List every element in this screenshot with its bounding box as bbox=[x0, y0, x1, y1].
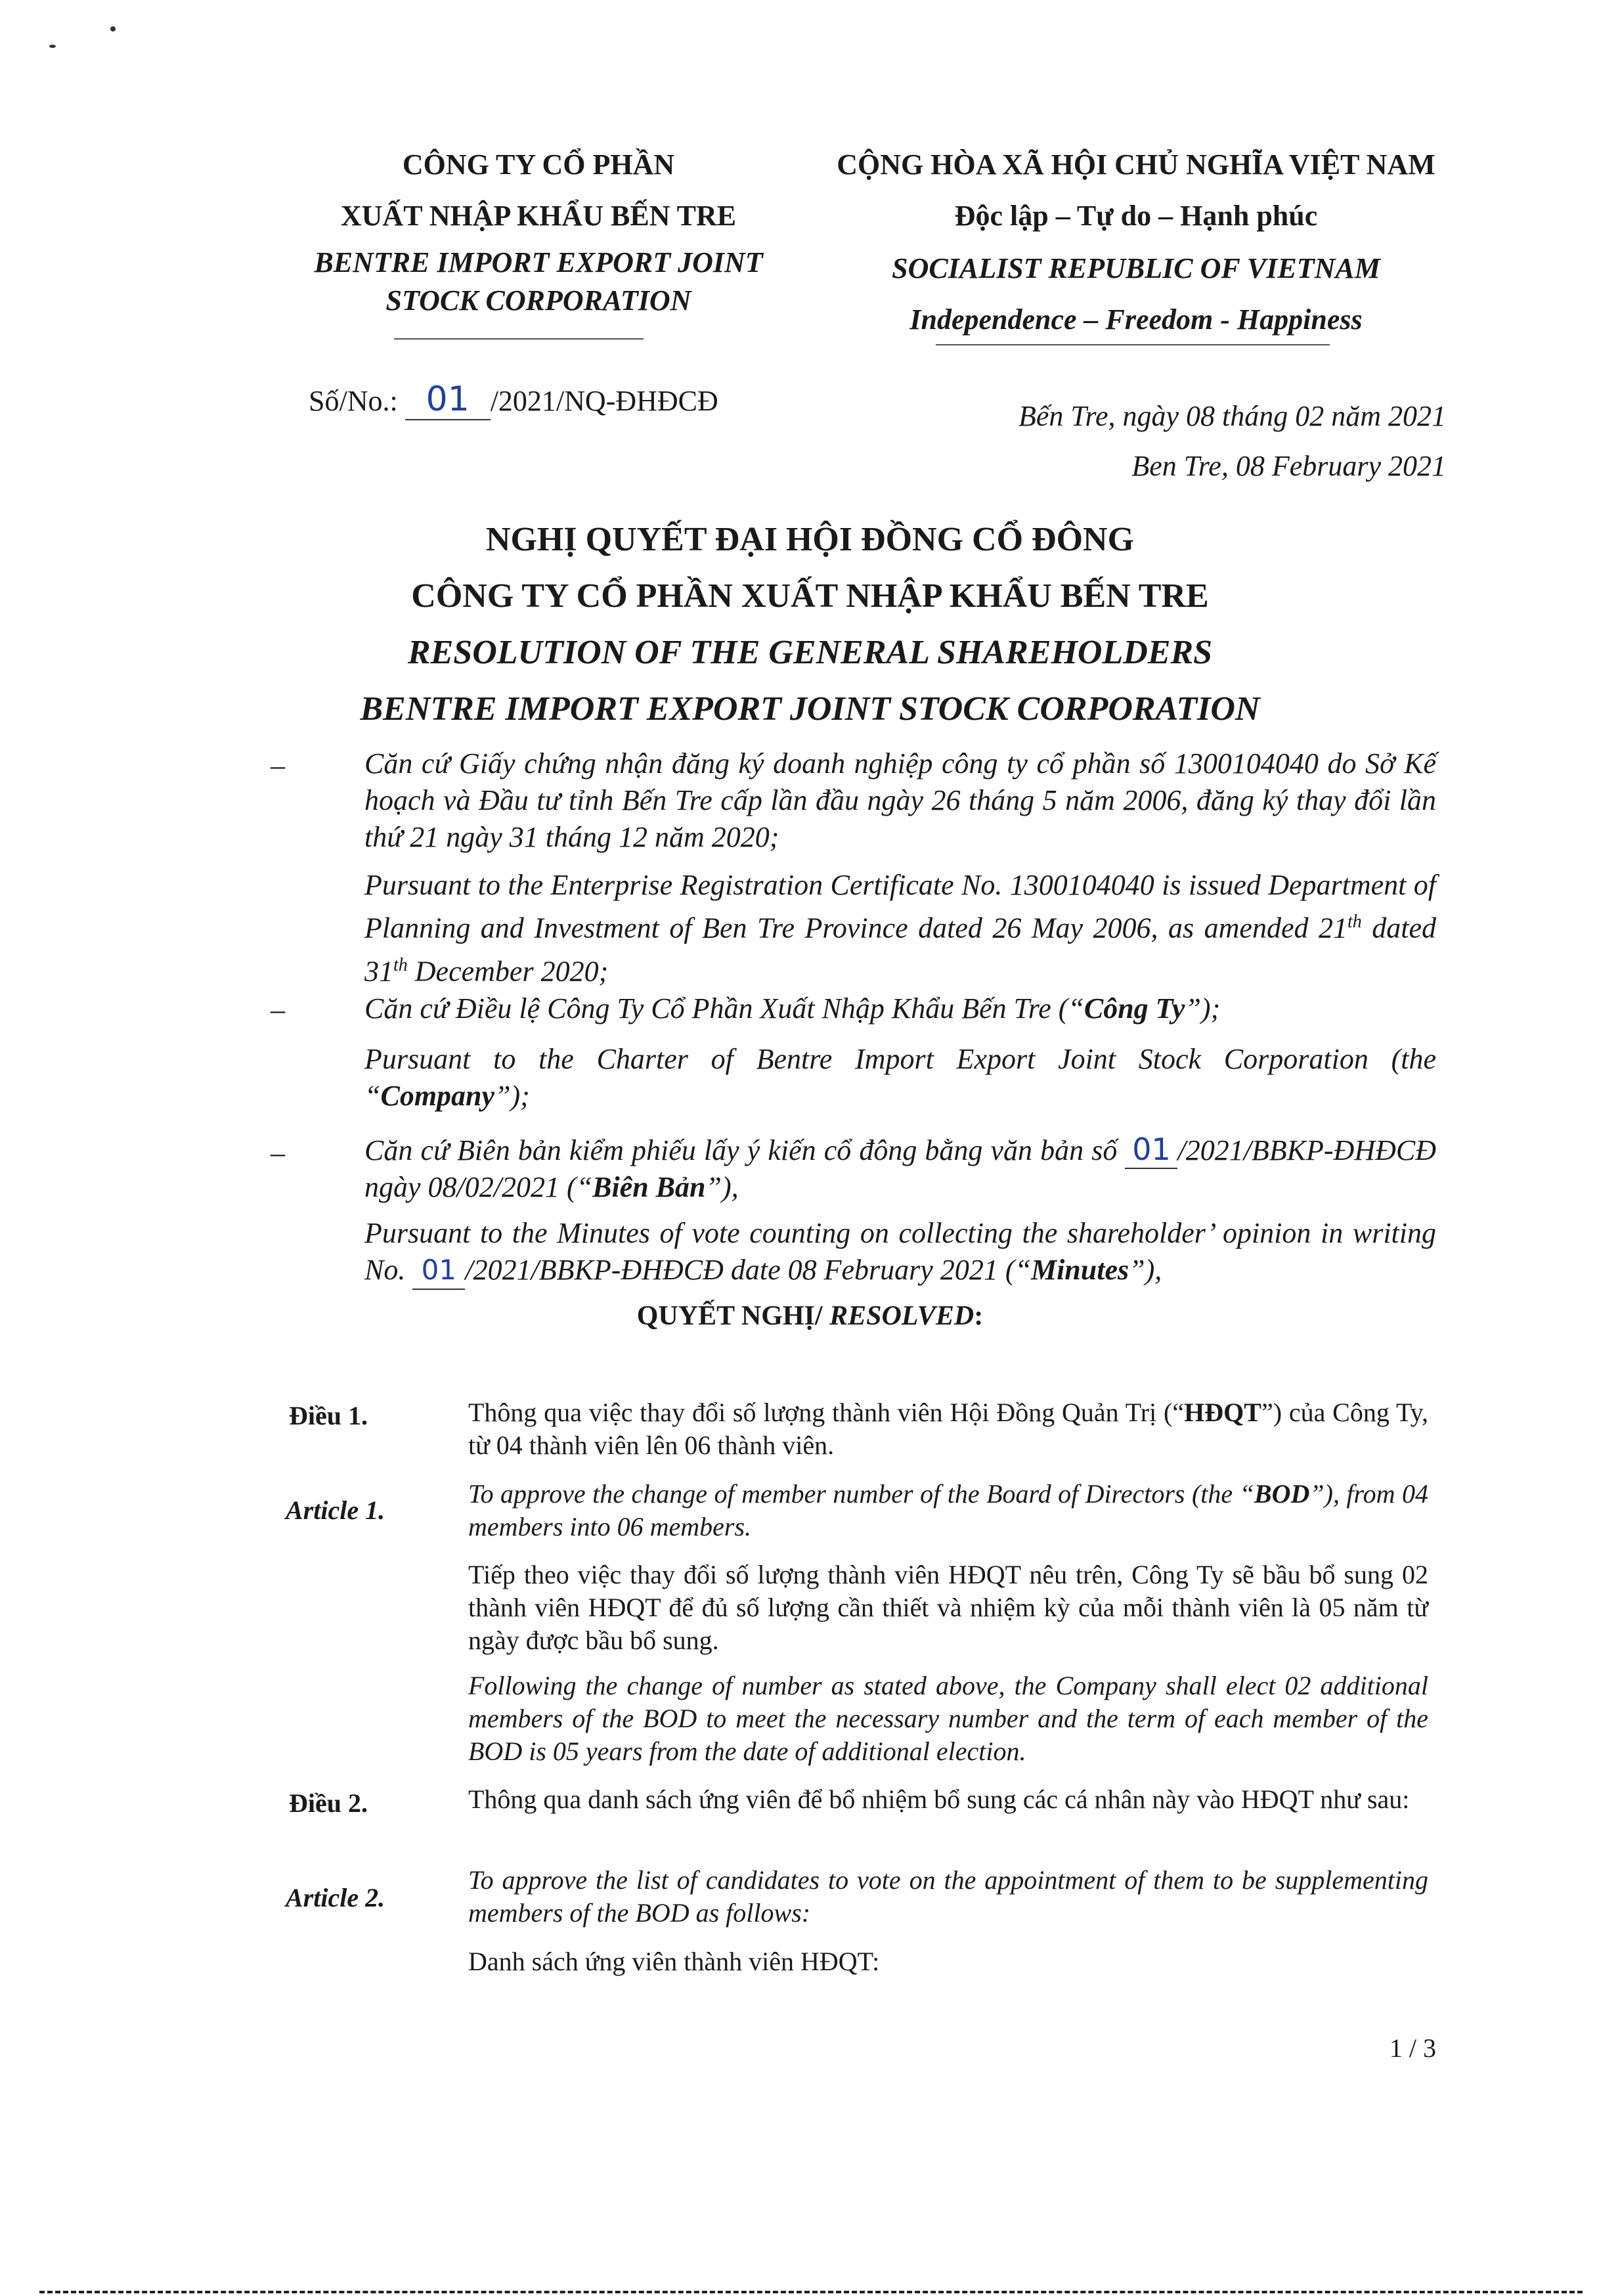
company-term-en: Company bbox=[380, 1080, 495, 1112]
company-name-vi: CÔNG TY CỔ PHẦN bbox=[402, 148, 675, 181]
article-1-en-text-2: ”), from 04 members into 06 members. bbox=[468, 1479, 1428, 1541]
pursuant-2-en-close: ”); bbox=[494, 1080, 530, 1112]
bullet-dash: – bbox=[271, 1137, 285, 1169]
superscript: th bbox=[1347, 912, 1362, 932]
pursuant-3-en bbox=[364, 1215, 1436, 1290]
article-1-label-en: Article 1. bbox=[286, 1495, 385, 1525]
article-2-vi: Thông qua danh sách ứng viên để bổ nhiệm bổ sung các cá nhân này vào HĐQT như sau: bbox=[468, 1784, 1410, 1814]
resolved-vi: QUYẾT NGHỊ/ bbox=[636, 1301, 823, 1331]
motto-en: Independence – Freedom - Happiness bbox=[909, 303, 1363, 336]
country-name-en: SOCIALIST REPUBLIC OF VIETNAM bbox=[892, 252, 1380, 284]
resolution-title-en-2: BENTRE IMPORT EXPORT JOINT STOCK CORPORATION bbox=[360, 690, 1260, 728]
country-name-vi: CỘNG HÒA XÃ HỘI CHỦ NGHĨA VIỆT NAM bbox=[837, 148, 1435, 181]
pursuant-2-en-text: Pursuant to the Charter of Bentre Import Export Joint Stock Corporation (the “ bbox=[364, 1043, 1436, 1112]
bullet-dash: – bbox=[271, 994, 285, 1026]
bod-term-en: BOD bbox=[1254, 1479, 1310, 1509]
resolved-heading bbox=[0, 1300, 1620, 1332]
company-name-en-2: STOCK CORPORATION bbox=[385, 284, 691, 317]
date-vi: Bến Tre, ngày 08 tháng 02 năm 2021 bbox=[1018, 400, 1446, 432]
minutes-number-handwritten-en: 01 bbox=[412, 1252, 465, 1290]
pursuant-1-en-text-2: dated 31 bbox=[364, 912, 1436, 988]
article-1-en bbox=[468, 1478, 1428, 1543]
resolved-colon: : bbox=[974, 1301, 984, 1331]
article-2-label-vi: Điều 2. bbox=[289, 1788, 368, 1818]
minutes-term-vi: Biên Bản bbox=[592, 1171, 706, 1203]
article-1-follow-vi: Tiếp theo việc thay đổi số lượng thành viên HĐQT nêu trên, Công Ty sẽ bầu bổ sung 02 thành viên HĐQT để đủ số lượng cần thiết và nhiệm kỳ của mỗi thành viên là 05 năm từ ngày được bầu bổ sung. bbox=[468, 1560, 1428, 1655]
scan-bottom-edge bbox=[39, 2291, 1583, 2296]
date-en: Ben Tre, 08 February 2021 bbox=[1131, 450, 1446, 482]
pursuant-3-vi-text: Căn cứ Biên bản kiểm phiếu lấy ý kiến cổ đông bằng văn bản số bbox=[364, 1134, 1118, 1166]
bod-term-vi: HĐQT bbox=[1184, 1398, 1261, 1427]
article-1-en-text: To approve the change of member number of the Board of Directors (the “ bbox=[468, 1479, 1254, 1509]
page-number: 1 / 3 bbox=[1389, 2033, 1436, 2063]
pursuant-1-vi: Căn cứ Giấy chứng nhận đăng ký doanh nghiệp công ty cổ phần số 1300104040 do Sở Kế hoạch và Đầu tư tỉnh Bến Tre cấp lần đầu ngày 26 tháng 5 năm 2006, đăng ký thay đổi lần thứ 21 ngày 31 tháng 12 năm 2020; bbox=[364, 747, 1436, 853]
minutes-number-handwritten: 01 bbox=[1125, 1131, 1177, 1169]
header-left-underline bbox=[394, 338, 644, 340]
article-1-vi-text-2: ”) của Công Ty, từ 04 thành viên lên 06 thành viên. bbox=[468, 1398, 1429, 1460]
motto-vi: Độc lập – Tự do – Hạnh phúc bbox=[954, 200, 1318, 232]
superscript: th bbox=[393, 954, 408, 975]
resolution-title-vi-2: CÔNG TY CỔ PHẦN XUẤT NHẬP KHẨU BẾN TRE bbox=[411, 577, 1209, 615]
pursuant-2-vi-text: Căn cứ Điều lệ Công Ty Cổ Phần Xuất Nhập Khẩu Bến Tre (“ bbox=[364, 992, 1084, 1025]
document-number-handwritten: 01 bbox=[405, 380, 491, 420]
pursuant-2-vi bbox=[364, 990, 1436, 1027]
article-1-follow-en: Following the change of number as stated above, the Company shall elect 02 additional members of the BOD to meet the necessary number and the term of each member of the BOD is 05 years from the date of additional election. bbox=[468, 1671, 1428, 1766]
pursuant-3-vi-close: ”), bbox=[705, 1171, 739, 1203]
pursuant-2-en bbox=[364, 1041, 1436, 1115]
minutes-term-en: Minutes bbox=[1030, 1254, 1129, 1286]
pursuant-1-en-text-3: December 2020; bbox=[407, 955, 609, 988]
company-name-en: BENTRE IMPORT EXPORT JOINT bbox=[314, 246, 763, 278]
bullet-dash: – bbox=[271, 749, 285, 782]
resolution-title-vi: NGHỊ QUYẾT ĐẠI HỘI ĐỒNG CỔ ĐÔNG bbox=[485, 521, 1135, 558]
candidates-heading: Danh sách ứng viên thành viên HĐQT: bbox=[468, 1947, 880, 1976]
article-1-label-vi: Điều 1. bbox=[289, 1401, 368, 1430]
resolution-title-en: RESOLUTION OF THE GENERAL SHAREHOLDERS bbox=[407, 634, 1213, 671]
scan-speck bbox=[110, 26, 116, 32]
pursuant-3-vi-text-2: /2021/BBKP-ĐHĐCĐ ngày 08/02/2021 (“ bbox=[364, 1134, 1436, 1203]
document-number-suffix: /2021/NQ-ĐHĐCĐ bbox=[490, 385, 718, 417]
document-number bbox=[309, 380, 718, 420]
pursuant-2-vi-close: ”); bbox=[1185, 992, 1221, 1025]
article-1-vi bbox=[468, 1396, 1428, 1462]
pursuant-3-en-text-2: /2021/BBKP-ĐHĐCĐ date 08 February 2021 (“ bbox=[465, 1254, 1031, 1286]
company-term-vi: Công Ty bbox=[1084, 992, 1185, 1025]
pursuant-3-en-text: Pursuant to the Minutes of vote counting on collecting the shareholder’ opinion in writing No. bbox=[364, 1217, 1436, 1286]
document-number-label: Số/No.: bbox=[309, 385, 398, 417]
pursuant-3-vi bbox=[364, 1131, 1436, 1206]
pursuant-1-en bbox=[364, 867, 1436, 990]
scan-speck bbox=[49, 45, 56, 48]
article-1-vi-text: Thông qua việc thay đổi số lượng thành viên Hội Đồng Quản Trị (“ bbox=[468, 1398, 1185, 1427]
article-2-label-en: Article 2. bbox=[286, 1883, 385, 1912]
header-right-underline bbox=[936, 344, 1330, 345]
pursuant-1-en-text: Pursuant to the Enterprise Registration Certificate No. 1300104040 is issued Department of Planning and Investment of Ben Tre Province dated 26 May 2006, as amended 21 bbox=[364, 869, 1436, 944]
company-name-vi-2: XUẤT NHẬP KHẨU BẾN TRE bbox=[340, 200, 737, 232]
resolved-en: RESOLVED bbox=[822, 1301, 974, 1331]
article-2-en: To approve the list of candidates to vote on the appointment of them to be supplementing members of the BOD as follows: bbox=[468, 1865, 1428, 1928]
pursuant-3-en-close: ”), bbox=[1129, 1254, 1162, 1286]
